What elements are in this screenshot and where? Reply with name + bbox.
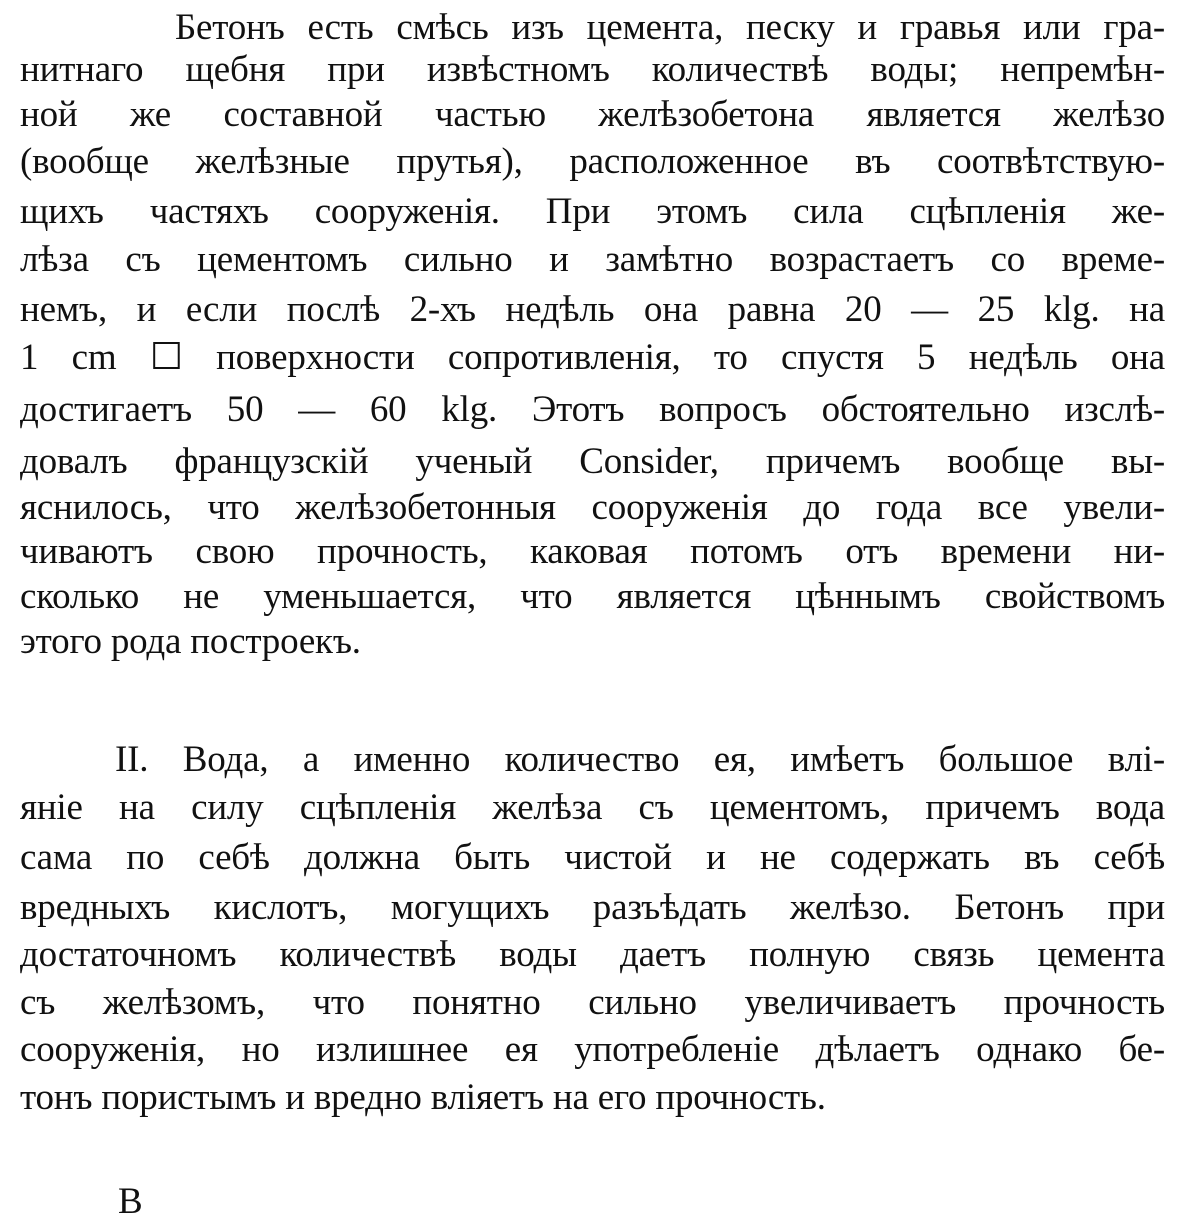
text-line: тонъ пористымъ и вредно вліяетъ на его прочность. [20,1077,826,1118]
text-line: 1 cm ☐ поверхности сопротивленія, то спустя 5 недѣль она [20,337,1165,378]
text-line: ной же составной частью желѣзобетона является желѣзо [20,94,1165,135]
text-line: щихъ частяхъ сооруженія. При этомъ сила сцѣпленія же- [20,191,1165,232]
text-line: этого рода построекъ. [20,621,361,662]
text-line: (вообще желѣзные прутья), расположенное въ соотвѣтствую- [20,141,1165,182]
text-line: чиваютъ свою прочность, каковая потомъ отъ времени ни- [20,531,1165,572]
text-line: нитнаго щебня при извѣстномъ количествѣ воды; непремѣн- [20,49,1165,90]
text-line: вредныхъ кислотъ, могущихъ разъѣдать желѣзо. Бетонъ при [20,887,1165,928]
text-line: яніе на силу сцѣпленія желѣза съ цементомъ, причемъ вода [20,787,1165,828]
text-line: довалъ французскій ученый Consider, причемъ вообще вы- [20,441,1165,482]
text-line: немъ, и если послѣ 2-хъ недѣль она равна 20 — 25 klg. на [20,289,1165,330]
text-line: достигаетъ 50 — 60 klg. Этотъ вопросъ обстоятельно изслѣ- [20,389,1165,430]
text-line: II. Вода, а именно количество ея, имѣетъ большое влі- [115,739,1165,780]
text-line: сооруженія, но излишнее ея употребленіе дѣлаетъ однако бе- [20,1029,1165,1070]
text-line: Бетонъ есть смѣсь изъ цемента, песку и гравья или гра- [175,7,1165,48]
text-line: яснилось, что желѣзобетонныя сооруженія до года все увели- [20,487,1165,528]
text-line: достаточномъ количествѣ воды даетъ полную связь цемента [20,934,1165,975]
text-line: сама по себѣ должна быть чистой и не содержать въ себѣ [20,837,1165,878]
text-line: сколько не уменьшается, что является цѣннымъ свойствомъ [20,576,1165,617]
text-line: съ желѣзомъ, что понятно сильно увеличиваетъ прочность [20,982,1165,1023]
text-line: лѣза съ цементомъ сильно и замѣтно возрастаетъ со време- [20,239,1165,280]
cut-off-next-paragraph: В [118,1181,143,1222]
